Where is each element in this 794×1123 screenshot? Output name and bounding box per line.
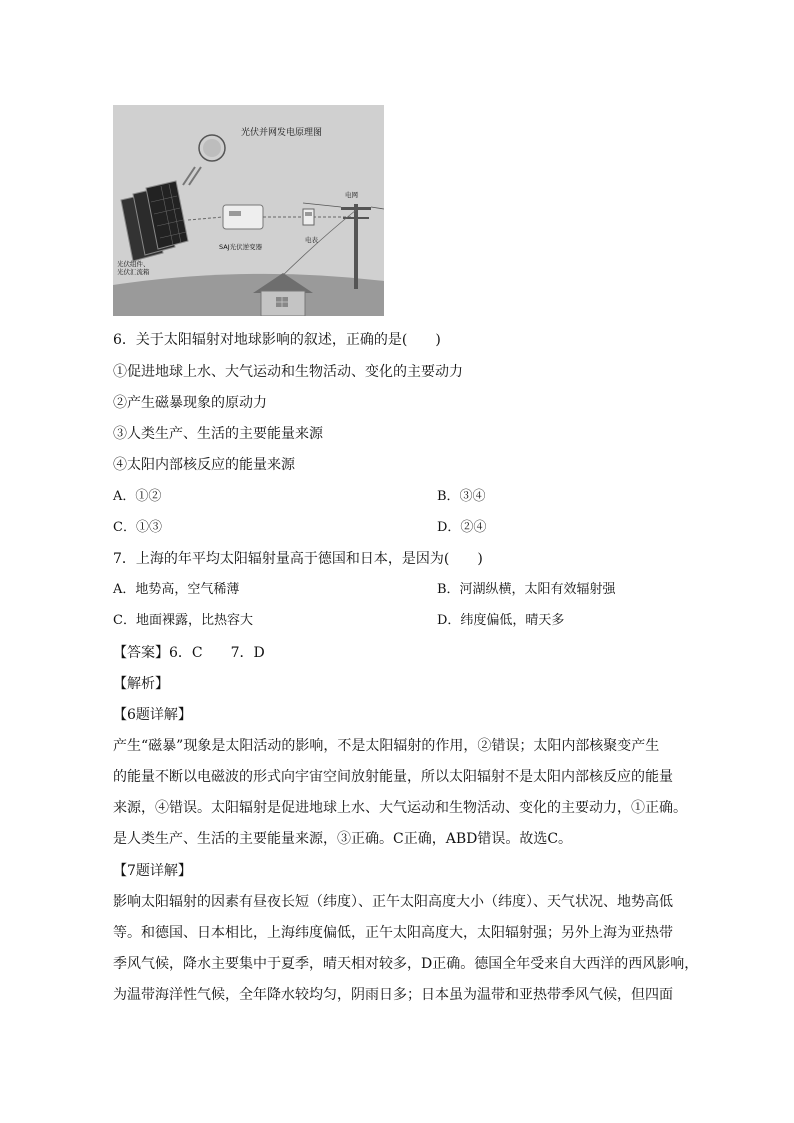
label-meter: 电表: [305, 236, 318, 244]
q6-item-4: ④太阳内部核反应的能量来源: [113, 457, 295, 473]
label-panel-2: 光伏汇流箱: [117, 268, 150, 276]
inverter-icon: [223, 205, 263, 229]
q7-option-c: C．地面裸露，比热容大: [113, 613, 253, 628]
q7-detail-line: 为温带海洋性气候，全年降水较均匀，阴雨日多；日本虽为温带和亚热带季风气候，但四面: [113, 987, 673, 1003]
answer-line: 【答案】6．C 7．D: [113, 645, 265, 661]
q6-detail-line: 的能量不断以电磁波的形式向宇宙空间放射能量，所以太阳辐射不是太阳内部核反应的能量: [113, 769, 673, 785]
q7-detail-paragraph: [113, 887, 699, 1011]
q7-option-d: D．纬度偏低，晴天多: [437, 613, 565, 628]
q6-option-c: C．①③: [113, 520, 162, 535]
q7-detail-line: 等。和德国、日本相比，上海纬度偏低，正午太阳高度大，太阳辐射强；另外上海为亚热带: [113, 925, 673, 941]
figure-title: 光伏并网发电原理图: [241, 128, 323, 138]
q6-option-b: B．③④: [437, 489, 486, 504]
label-inverter: SAJ光伏逆变器: [219, 243, 263, 251]
label-panel-1: 光伏组件、: [117, 260, 150, 268]
q7-option-b: B．河湖纵横，太阳有效辐射强: [437, 582, 616, 597]
q6-detail-line: 是人类生产、生活的主要能量来源，③正确。C正确，ABD错误。故选C。: [113, 831, 573, 847]
q6-detail-heading: 【6题详解】: [113, 707, 192, 723]
analysis-heading: 【解析】: [113, 676, 169, 692]
label-grid: 电网: [345, 191, 358, 199]
q6-option-a: A．①②: [113, 489, 162, 504]
meter-icon: [303, 209, 314, 225]
q6-stem: 6．关于太阳辐射对地球影响的叙述，正确的是( ): [113, 332, 441, 348]
q7-stem: 7．上海的年平均太阳辐射量高于德国和日本，是因为( ): [113, 551, 483, 567]
q7-option-a: A．地势高，空气稀薄: [113, 582, 240, 597]
q7-detail-heading: 【7题详解】: [113, 863, 192, 879]
q6-item-1: ①促进地球上水、大气运动和生物活动、变化的主要动力: [113, 364, 463, 380]
q7-detail-line: 影响太阳辐射的因素有昼夜长短（纬度）、正午太阳高度大小（纬度）、天气状况、地势高低: [113, 894, 673, 910]
q7-detail-line: 季风气候，降水主要集中于夏季，晴天相对较多，D正确。德国全年受来自大西洋的西风影响，: [113, 956, 699, 972]
q6-option-d: D．②④: [437, 520, 487, 535]
q6-detail-line: 来源，④错误。太阳辐射是促进地球上水、大气运动和生物活动、变化的主要动力，①正确。: [113, 800, 687, 816]
q6-detail-paragraph: [113, 731, 687, 855]
q6-item-2: ②产生磁暴现象的原动力: [113, 395, 267, 411]
pv-grid-diagram: [113, 105, 384, 316]
q6-detail-line: 产生“磁暴”现象是太阳活动的影响，不是太阳辐射的作用，②错误；太阳内部核聚变产生: [113, 738, 660, 754]
q6-item-3: ③人类生产、生活的主要能量来源: [113, 426, 323, 442]
